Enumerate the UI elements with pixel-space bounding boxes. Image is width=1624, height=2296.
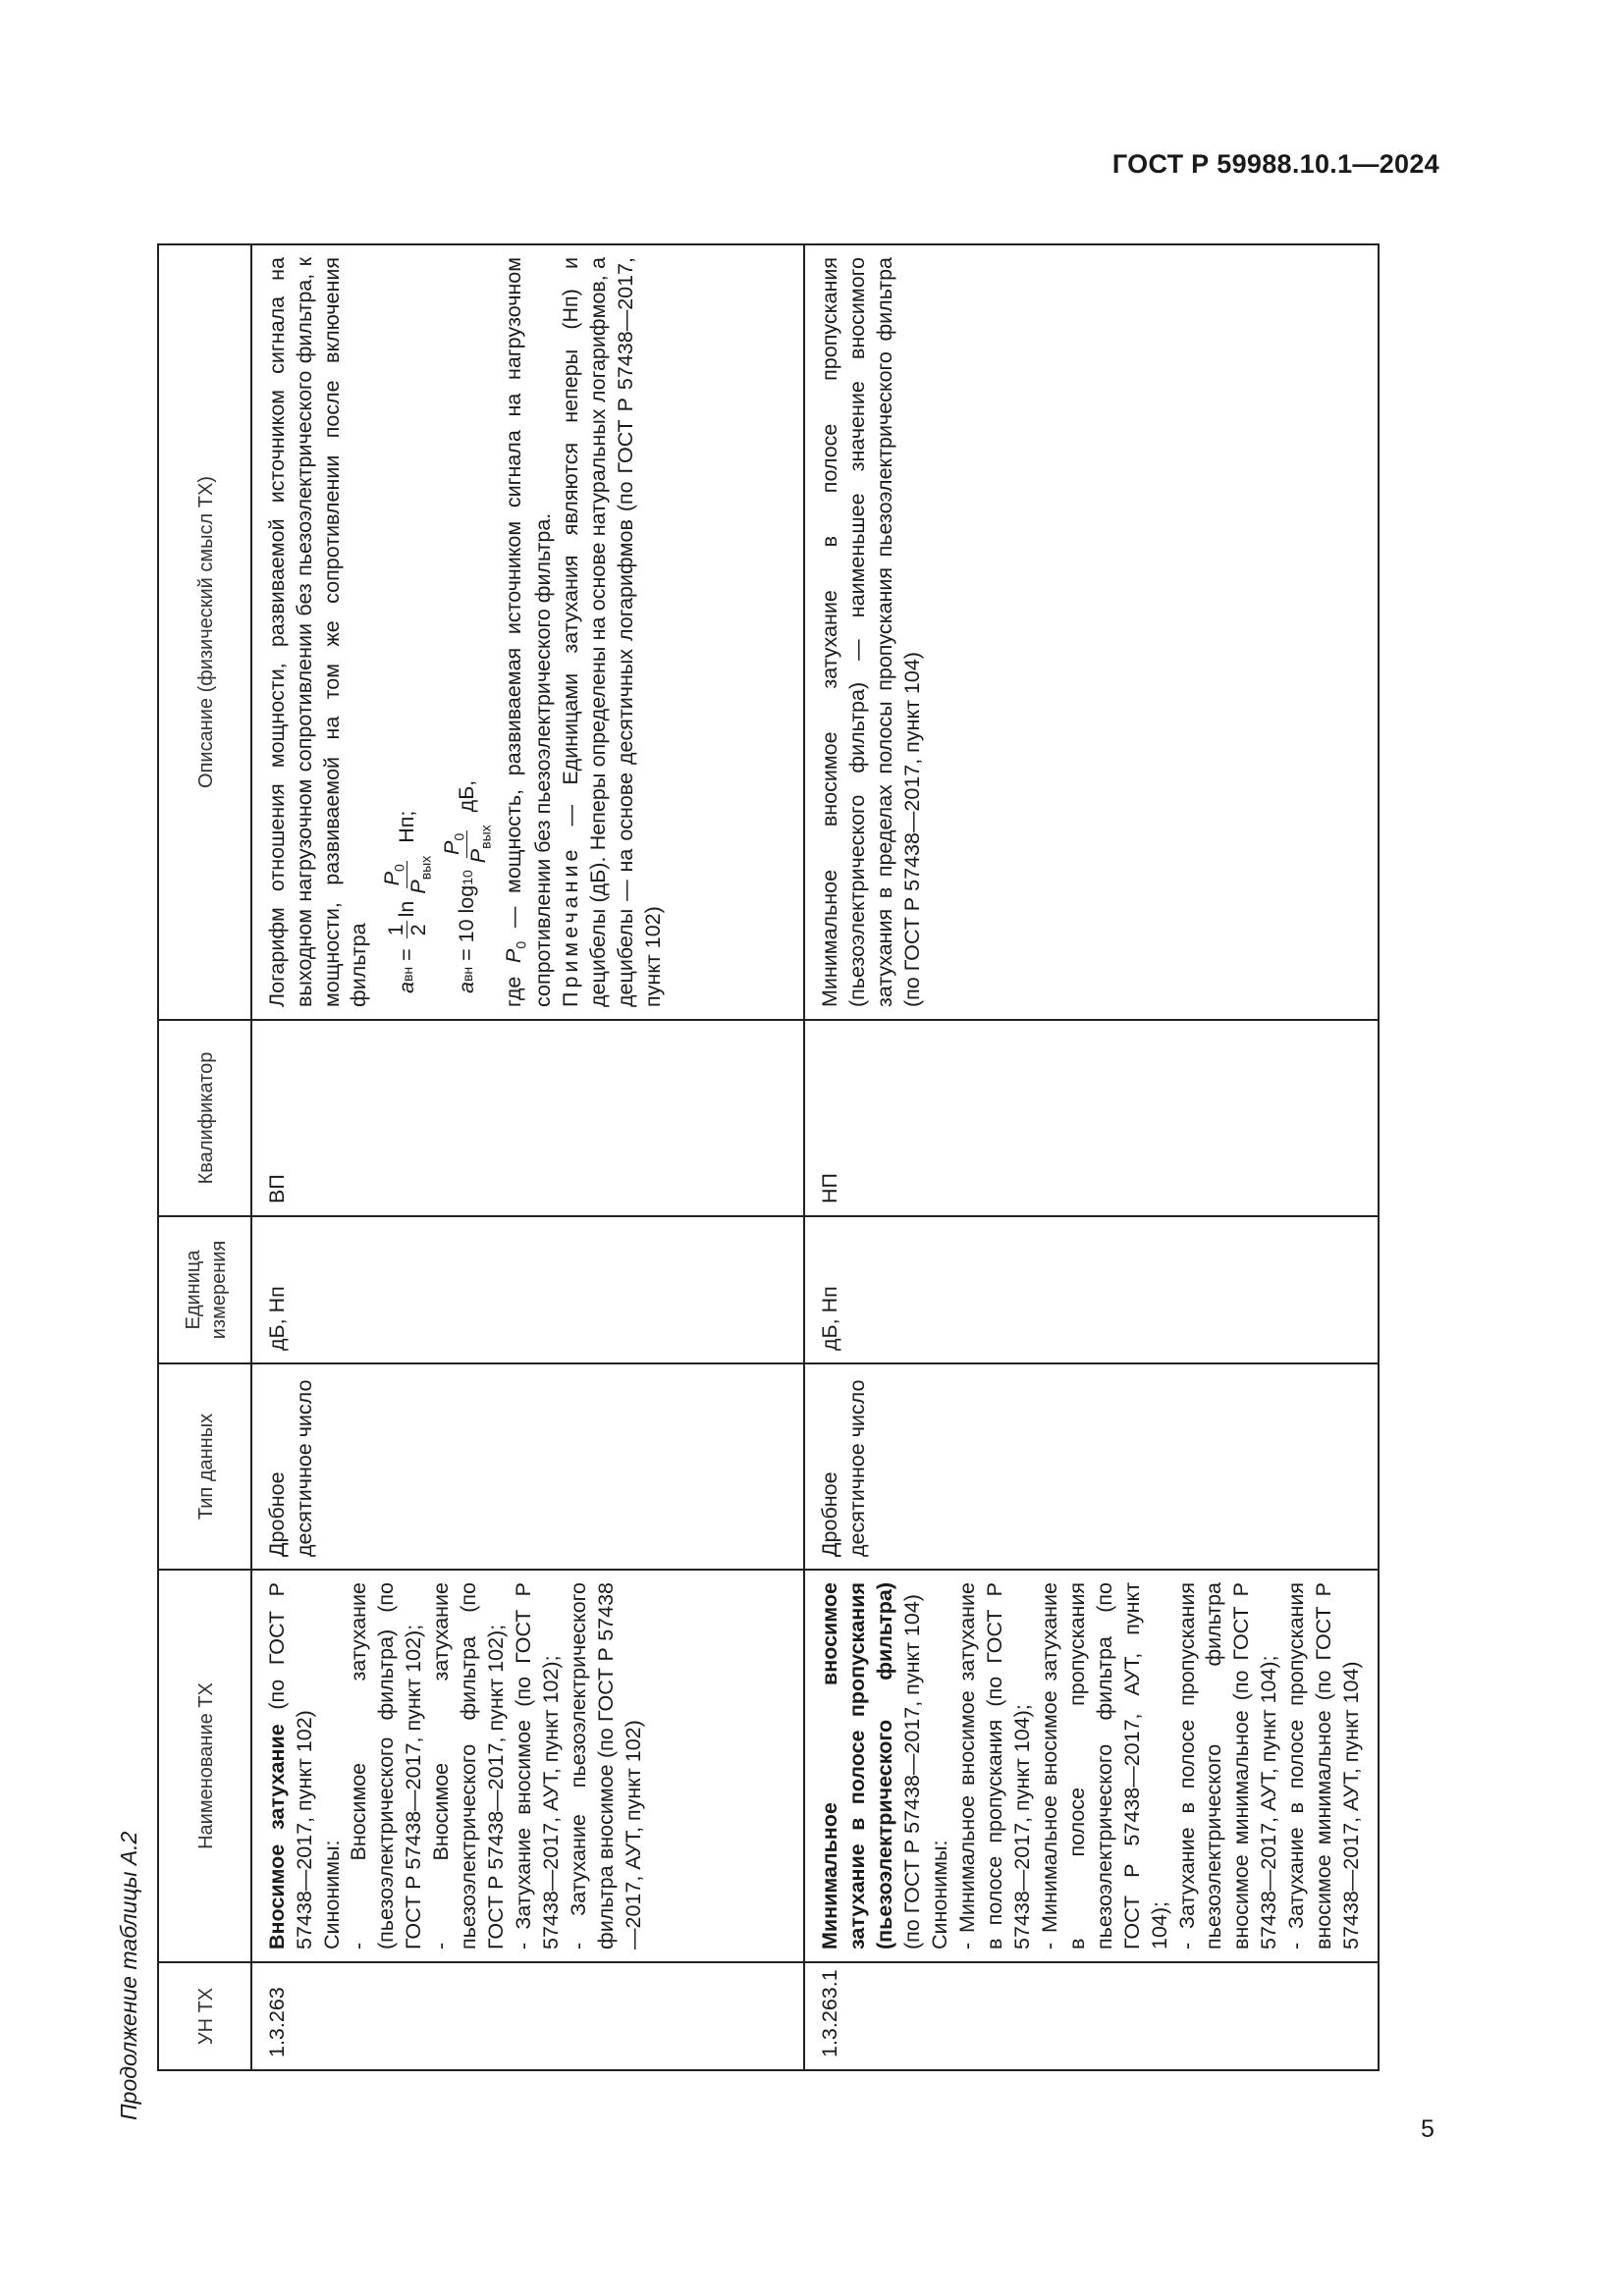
cell-qualifier: ВП	[251, 1020, 805, 1216]
fraction-power-ratio	[381, 853, 433, 897]
column-header-data-type: Тип данных	[158, 1363, 251, 1570]
formula-symbol: a	[394, 982, 418, 993]
cell-description	[251, 244, 805, 1020]
formula-function: ln	[394, 900, 418, 918]
cell-id: 1.3.263.1	[804, 1962, 1379, 2070]
note-label: Примечание	[558, 845, 582, 1007]
synonym-item: - Вносимое затухание пьезоэлектрического фильтра (по ГОСТ Р 57438—2017, пункт 102);	[429, 1582, 509, 1949]
formula-symbol: a	[454, 982, 478, 993]
fraction-denominator: 2	[406, 924, 431, 936]
formula-subscript: вн	[399, 966, 415, 983]
fraction-numerator: P	[440, 840, 464, 855]
fraction-numerator-subscript: 0	[451, 832, 467, 841]
synonym-item: - Вносимое затухание (пьезоэлектрического фильтра) (по ГОСТ Р 57438—2017, пункт 102);	[347, 1582, 426, 1949]
formula-decimal-log	[441, 257, 493, 993]
synonym-item: - Затухание в полосе пропускания вносимое минимальное (по ГОСТ Р 57438—2017, АУТ, пункт 104)	[1284, 1582, 1364, 1949]
cell-id: 1.3.263	[251, 1962, 805, 2070]
rotated-table-container	[157, 245, 1380, 2071]
cell-name	[251, 1570, 805, 1962]
formula-unit: Нп;	[394, 810, 418, 843]
cell-name	[804, 1570, 1379, 1962]
synonyms-label: Синонимы:	[928, 1840, 952, 1949]
table-header-row	[158, 244, 251, 2070]
characteristic-reference: (по ГОСТ Р 57438—2017, пункт 104)	[900, 1594, 925, 1949]
synonym-item: - Затухание пьезоэлектрического фильтра вносимое (по ГОСТ Р 57438—2017, АУТ, пункт 102)	[566, 1582, 645, 1949]
characteristics-table	[157, 243, 1380, 2071]
description-intro: Логарифм отношения мощности, развиваемой источником сигнала на выходном нагрузочном сопротивлении без пьезоэлектрического фильтра, к мощности, развиваемой на том же сопротивлении после включения фильтра	[264, 257, 371, 1007]
cell-data-type: Дробное десятичное число	[804, 1363, 1379, 1570]
formula-equals: =	[394, 942, 418, 967]
where-clause	[501, 257, 557, 1007]
cell-data-type: Дробное десятичное число	[251, 1363, 805, 1570]
synonym-item: - Затухание вносимое (по ГОСТ Р 57438—2017, АУТ, пункт 102);	[512, 1582, 563, 1949]
note	[558, 257, 668, 1007]
page-number: 5	[1421, 2115, 1435, 2143]
column-header-description: Описание (физический смысл ТХ)	[158, 244, 251, 1020]
document-code: ГОСТ Р 59988.10.1—2024	[1111, 149, 1439, 179]
column-header-unit: Единица измерения	[158, 1216, 251, 1363]
cell-qualifier: НП	[804, 1020, 1379, 1216]
cell-description	[804, 244, 1379, 1020]
where-subscript: 0	[513, 940, 529, 949]
characteristic-name: Минимальное вносимое затухание в полосе пропускания (пьезоэлектрического фильтра)	[818, 1582, 897, 1949]
cell-unit: дБ, Нп	[251, 1216, 805, 1363]
fraction-power-ratio	[441, 822, 493, 866]
formula-natural-log	[381, 257, 433, 993]
where-prefix: где	[502, 962, 526, 1007]
fraction-denominator-subscript: вых	[477, 825, 494, 849]
description-text: Минимальное вносимое затухание в полосе пропускания (пьезоэлектрического фильтра) — наименьшее значение вносимого затухания в пределах полосы пропускания пьезоэлектрического фильтра (по ГОСТ Р 57438—2017, пункт 104)	[818, 257, 925, 1007]
fraction-numerator-subscript: 0	[391, 864, 407, 872]
note-text: — Единицами затухания являются неперы (Нп) и децибелы (дБ). Неперы определены на основе натуральных логарифмов, а децибелы — на основе десятичных логарифмов (по ГОСТ Р 57438—2017, пункт 102)	[558, 257, 665, 1007]
synonym-item: - Затухание в полосе пропускания пьезоэлектрического фильтра вносимое минимальное (по ГОСТ Р 57438—2017, АУТ, пункт 104);	[1174, 1582, 1281, 1949]
fraction-numerator: 1	[385, 921, 408, 938]
column-header-qualifier: Квалификатор	[158, 1020, 251, 1216]
fraction-denominator: P	[406, 880, 431, 894]
characteristic-reference: (по ГОСТ Р 57438—2017, пункт 102)	[264, 1581, 316, 1949]
where-symbol: P	[502, 948, 526, 963]
cell-unit: дБ, Нп	[804, 1216, 1379, 1363]
synonyms-label: Синонимы:	[319, 1840, 344, 1949]
formula-unit: дБ,	[454, 779, 478, 813]
formula-log-base: 10	[459, 870, 475, 885]
fraction-denominator-subscript: вых	[417, 855, 434, 881]
formula-equals: = 10 log	[454, 884, 478, 967]
column-header-name: Наименование ТХ	[158, 1570, 251, 1962]
formula-subscript: вн	[459, 966, 475, 983]
fraction-numerator: P	[380, 871, 405, 886]
column-header-id: УН ТХ	[158, 1962, 251, 2070]
where-text: — мощность, развиваемая источником сигнала на нагрузочном сопротивлении без пьезоэлектрического фильтра.	[502, 256, 555, 1007]
table-caption: Продолжение таблицы А.2	[116, 1831, 141, 2120]
fraction-coefficient	[385, 921, 430, 938]
table-row	[804, 244, 1379, 2070]
synonym-item: - Минимальное вносимое затухание в полосе пропускания пьезоэлектрического фильтра (по ГОСТ Р 57438—2017, АУТ, пункт 104);	[1037, 1582, 1171, 1949]
fraction-denominator: P	[466, 848, 491, 864]
table-row	[251, 244, 805, 2070]
characteristic-name: Вносимое затухание	[264, 1724, 289, 1949]
synonym-item: - Минимальное вносимое затухание в полосе пропускания (по ГОСТ Р 57438—2017, пункт 104);	[955, 1582, 1034, 1949]
